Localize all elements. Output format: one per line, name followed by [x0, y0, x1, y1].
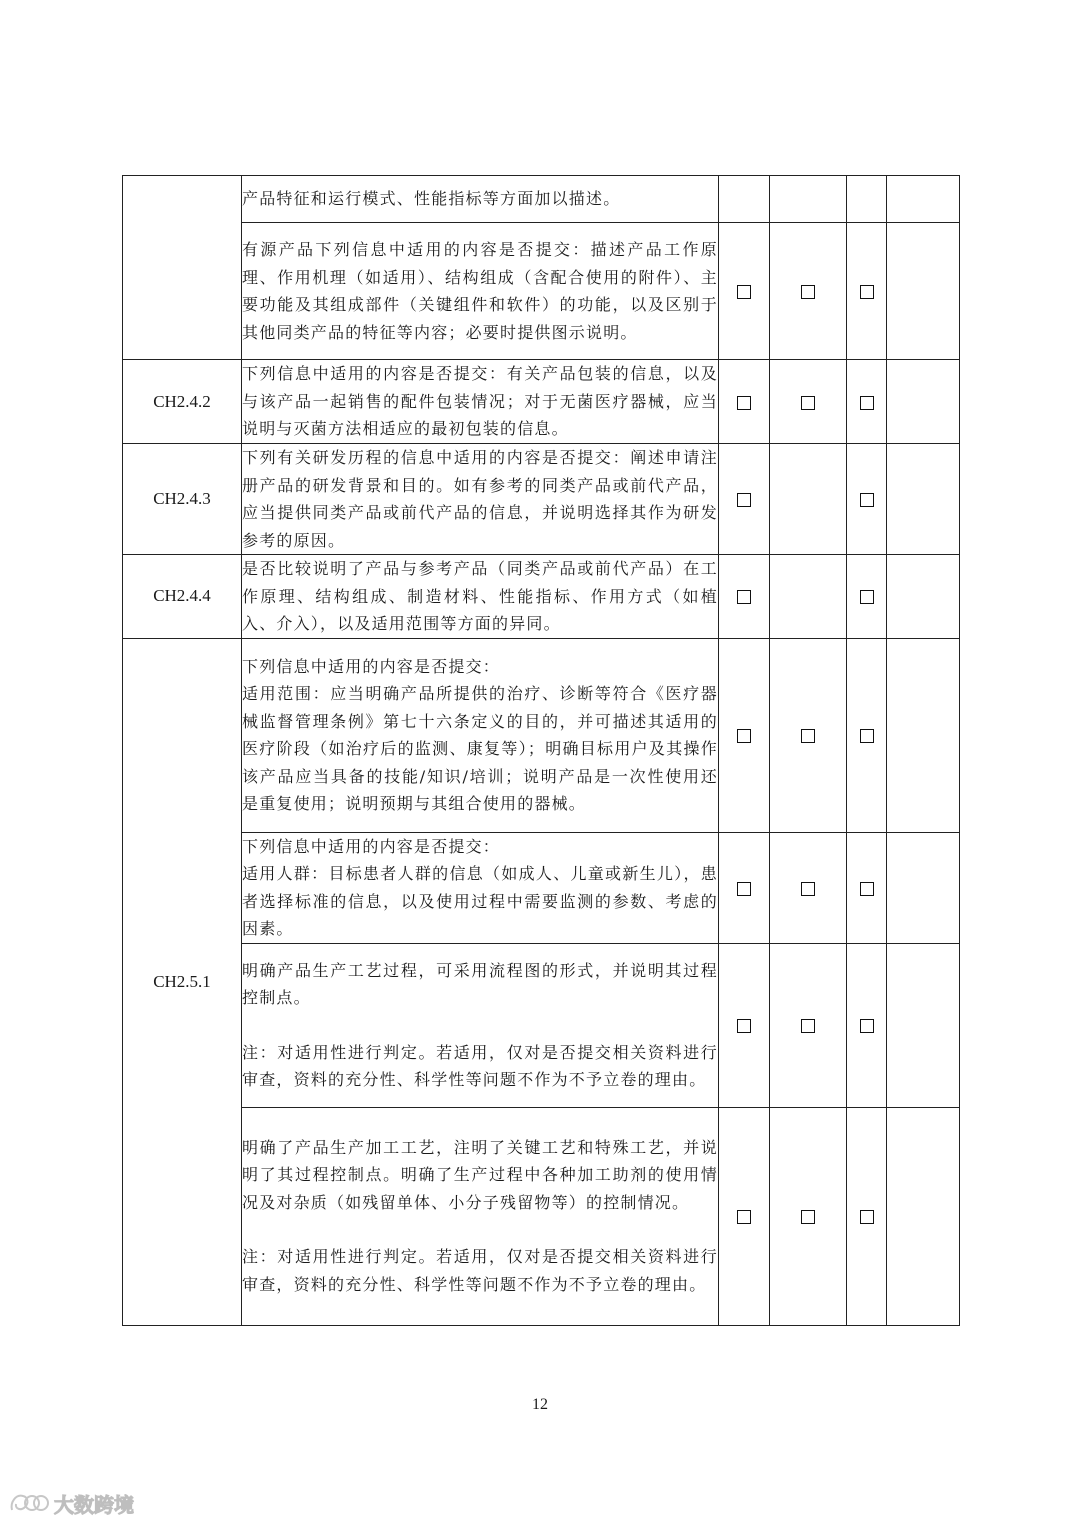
table-row — [123, 832, 960, 943]
item-description-cell — [242, 360, 719, 444]
checklist-table — [122, 175, 960, 1326]
item-description-cell — [242, 1107, 719, 1325]
item-code-cell — [123, 638, 242, 1325]
check-cell-na — [847, 444, 887, 555]
item-description: 适用范围：应当明确产品所提供的治疗、诊断等符合《医疗器械监督管理条例》第七十六条定义的目的，并可描述其适用的医疗阶段（如治疗后的监测、康复等）；明确目标用户及其操作该产品应当具备的技能/知识/培训；说明产品是一次性使用还是重复使用；说明预期与其组合使用的器械。 — [242, 684, 718, 813]
check-cell-yes — [719, 444, 770, 555]
item-note: 注：对适用性进行判定。若适用，仅对是否提交相关资料进行审查，资料的充分性、科学性等问题不作为不予立卷的理由。 — [242, 1042, 718, 1089]
watermark-text: 大数跨境 — [54, 1492, 134, 1517]
checkbox-no[interactable] — [801, 729, 815, 743]
checkbox-yes[interactable] — [737, 285, 751, 299]
check-cell-yes — [719, 555, 770, 639]
item-description: 明确了产品生产加工工艺，注明了关键工艺和特殊工艺，并说明了其过程控制点。明确了生产过程中各种加工助剂的使用情况及对杂质（如残留单体、小分子残留物等）的控制情况。 — [242, 1137, 718, 1212]
item-description-cell — [242, 176, 719, 223]
paragraph-gap — [242, 1216, 718, 1243]
page-number: 12 — [532, 1396, 548, 1413]
remarks-cell — [887, 176, 960, 223]
check-cell-no — [770, 555, 847, 639]
checkbox-yes[interactable] — [737, 882, 751, 896]
item-note: 注：对适用性进行判定。若适用，仅对是否提交相关资料进行审查，资料的充分性、科学性等问题不作为不予立卷的理由。 — [242, 1247, 718, 1294]
remarks-cell — [887, 638, 960, 832]
check-cell-yes — [719, 943, 770, 1107]
check-cell-na — [847, 360, 887, 444]
table-row — [123, 444, 960, 555]
remarks-cell — [887, 943, 960, 1107]
item-description: 有源产品下列信息中适用的内容是否提交：描述产品工作原理、作用机理（如适用）、结构组成（含配合使用的附件）、主要功能及其组成部件（关键组件和软件）的功能，以及区别于其他同类产品的特征等内容；必要时提供图示说明。 — [242, 240, 718, 342]
item-code-cell — [123, 555, 242, 639]
checkbox-na[interactable] — [860, 493, 874, 507]
table-row — [123, 176, 960, 223]
check-cell-na — [847, 832, 887, 943]
remarks-cell — [887, 444, 960, 555]
item-description-cell — [242, 638, 719, 832]
checkbox-yes[interactable] — [737, 1210, 751, 1224]
check-cell-yes — [719, 1107, 770, 1325]
item-description-intro: 下列信息中适用的内容是否提交： — [242, 656, 501, 676]
checkbox-na[interactable] — [860, 396, 874, 410]
checkbox-no[interactable] — [801, 396, 815, 410]
double-circle-logo-icon — [8, 1490, 50, 1516]
item-code: CH2.5.1 — [153, 971, 211, 991]
item-description-cell — [242, 223, 719, 360]
item-description-cell — [242, 943, 719, 1107]
check-cell-no — [770, 943, 847, 1107]
check-cell-na — [847, 223, 887, 360]
item-description-cell — [242, 555, 719, 639]
checkbox-yes[interactable] — [737, 590, 751, 604]
table-row — [123, 638, 960, 832]
item-code-cell — [123, 176, 242, 360]
item-description: 下列有关研发历程的信息中适用的内容是否提交：阐述申请注册产品的研发背景和目的。如有参考的同类产品或前代产品，应当提供同类产品或前代产品的信息，并说明选择其作为研发参考的原因。 — [242, 448, 718, 550]
table-row — [123, 223, 960, 360]
check-cell-no — [770, 444, 847, 555]
item-description: 产品特征和运行模式、性能指标等方面加以描述。 — [242, 189, 621, 209]
remarks-cell — [887, 832, 960, 943]
check-cell-na — [847, 638, 887, 832]
checkbox-na[interactable] — [860, 590, 874, 604]
table-row — [123, 943, 960, 1107]
checkbox-yes[interactable] — [737, 1019, 751, 1033]
check-cell-na — [847, 176, 887, 223]
table-row — [123, 360, 960, 444]
table-row — [123, 1107, 960, 1325]
check-cell-yes — [719, 223, 770, 360]
checkbox-no[interactable] — [801, 1210, 815, 1224]
check-cell-yes — [719, 360, 770, 444]
check-cell-no — [770, 1107, 847, 1325]
checkbox-no[interactable] — [801, 882, 815, 896]
item-description: 适用人群：目标患者人群的信息（如成人、儿童或新生儿），患者选择标准的信息，以及使用过程中需要监测的参数、考虑的因素。 — [242, 864, 718, 938]
remarks-cell — [887, 223, 960, 360]
checkbox-yes[interactable] — [737, 493, 751, 507]
checkbox-na[interactable] — [860, 729, 874, 743]
item-code: CH2.4.4 — [153, 586, 211, 606]
watermark — [8, 1488, 134, 1518]
item-code: CH2.4.3 — [153, 489, 211, 508]
item-code: CH2.4.2 — [153, 391, 211, 411]
check-cell-na — [847, 943, 887, 1107]
checkbox-na[interactable] — [860, 285, 874, 299]
item-description: 是否比较说明了产品与参考产品（同类产品或前代产品）在工作原理、结构组成、制造材料、性能指标、作用方式（如植入、介入），以及适用范围等方面的异同。 — [242, 559, 718, 633]
check-cell-yes — [719, 176, 770, 223]
check-cell-na — [847, 1107, 887, 1325]
item-description: 明确产品生产工艺过程，可采用流程图的形式，并说明其过程控制点。 — [242, 960, 718, 1007]
checkbox-no[interactable] — [801, 285, 815, 299]
table-row — [123, 555, 960, 639]
checkbox-na[interactable] — [860, 1019, 874, 1033]
check-cell-no — [770, 360, 847, 444]
check-cell-no — [770, 223, 847, 360]
remarks-cell — [887, 1107, 960, 1325]
check-cell-no — [770, 638, 847, 832]
item-code-cell — [123, 444, 242, 555]
check-cell-na — [847, 555, 887, 639]
item-description: 下列信息中适用的内容是否提交：有关产品包装的信息，以及与该产品一起销售的配件包装情况；对于无菌医疗器械，应当说明与灭菌方法相适应的最初包装的信息。 — [242, 364, 718, 439]
paragraph-gap — [242, 1012, 718, 1039]
checkbox-yes[interactable] — [737, 729, 751, 743]
remarks-cell — [887, 555, 960, 639]
item-description-intro: 下列信息中适用的内容是否提交： — [242, 836, 501, 856]
check-cell-yes — [719, 638, 770, 832]
checkbox-na[interactable] — [860, 1210, 874, 1224]
item-description-cell — [242, 832, 719, 943]
check-cell-no — [770, 832, 847, 943]
item-code-cell — [123, 360, 242, 444]
remarks-cell — [887, 360, 960, 444]
checkbox-na[interactable] — [860, 882, 874, 896]
check-cell-no — [770, 176, 847, 223]
check-cell-yes — [719, 832, 770, 943]
checkbox-no[interactable] — [801, 1019, 815, 1033]
checkbox-yes[interactable] — [737, 396, 751, 410]
item-description-cell — [242, 444, 719, 555]
